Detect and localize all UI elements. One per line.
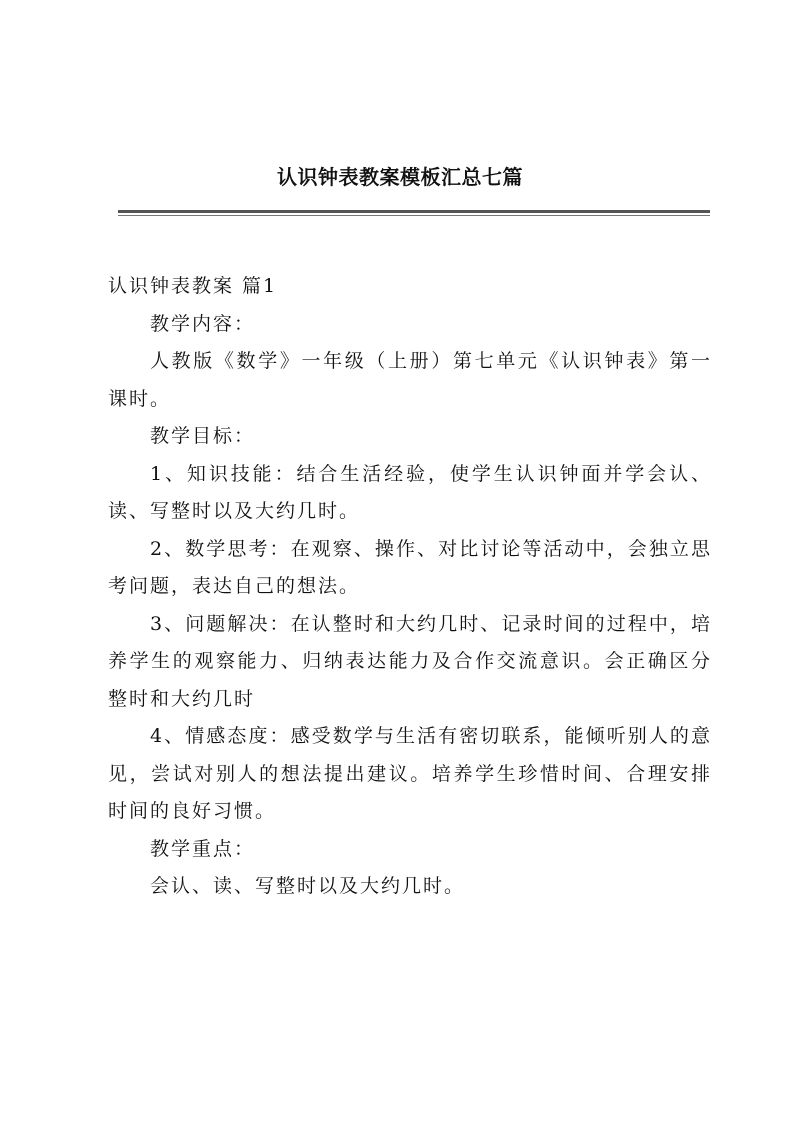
document-body [108, 268, 712, 906]
paragraph-teaching-content: 人教版《数学》一年级（上册）第七单元《认识钟表》第一课时。 [108, 350, 712, 410]
paragraph-key-points: 会认、读、写整时以及大约几时。 [150, 875, 466, 897]
paragraph-teaching-goals-label: 教学目标： [150, 425, 256, 447]
paragraph-goal-thinking: 2、数学思考：在观察、操作、对比讨论等活动中，会独立思考问题，表达自己的想法。 [108, 537, 712, 597]
section-heading: 认识钟表教案 篇1 [108, 275, 278, 297]
document-title: 认识钟表教案模板汇总七篇 [277, 165, 523, 189]
title-divider-thin [118, 215, 710, 216]
paragraph-teaching-content-label: 教学内容： [150, 312, 256, 335]
paragraph-key-points-label: 教学重点： [150, 837, 256, 860]
paragraph-goal-attitude: 4、情感态度：感受数学与生活有密切联系，能倾听别人的意见，尝试对别人的想法提出建议。培养学生珍惜时间、合理安排时间的良好习惯。 [108, 725, 712, 822]
paragraph-goal-problem-solving: 3、问题解决：在认整时和大约几时、记录时间的过程中，培养学生的观察能力、归纳表达能力及合作交流意识。会正确区分整时和大约几时 [108, 612, 712, 710]
paragraph-goal-knowledge: 1、知识技能：结合生活经验，使学生认识钟面并学会认、读、写整时以及大约几时。 [108, 462, 712, 522]
title-divider-thick [118, 210, 710, 213]
